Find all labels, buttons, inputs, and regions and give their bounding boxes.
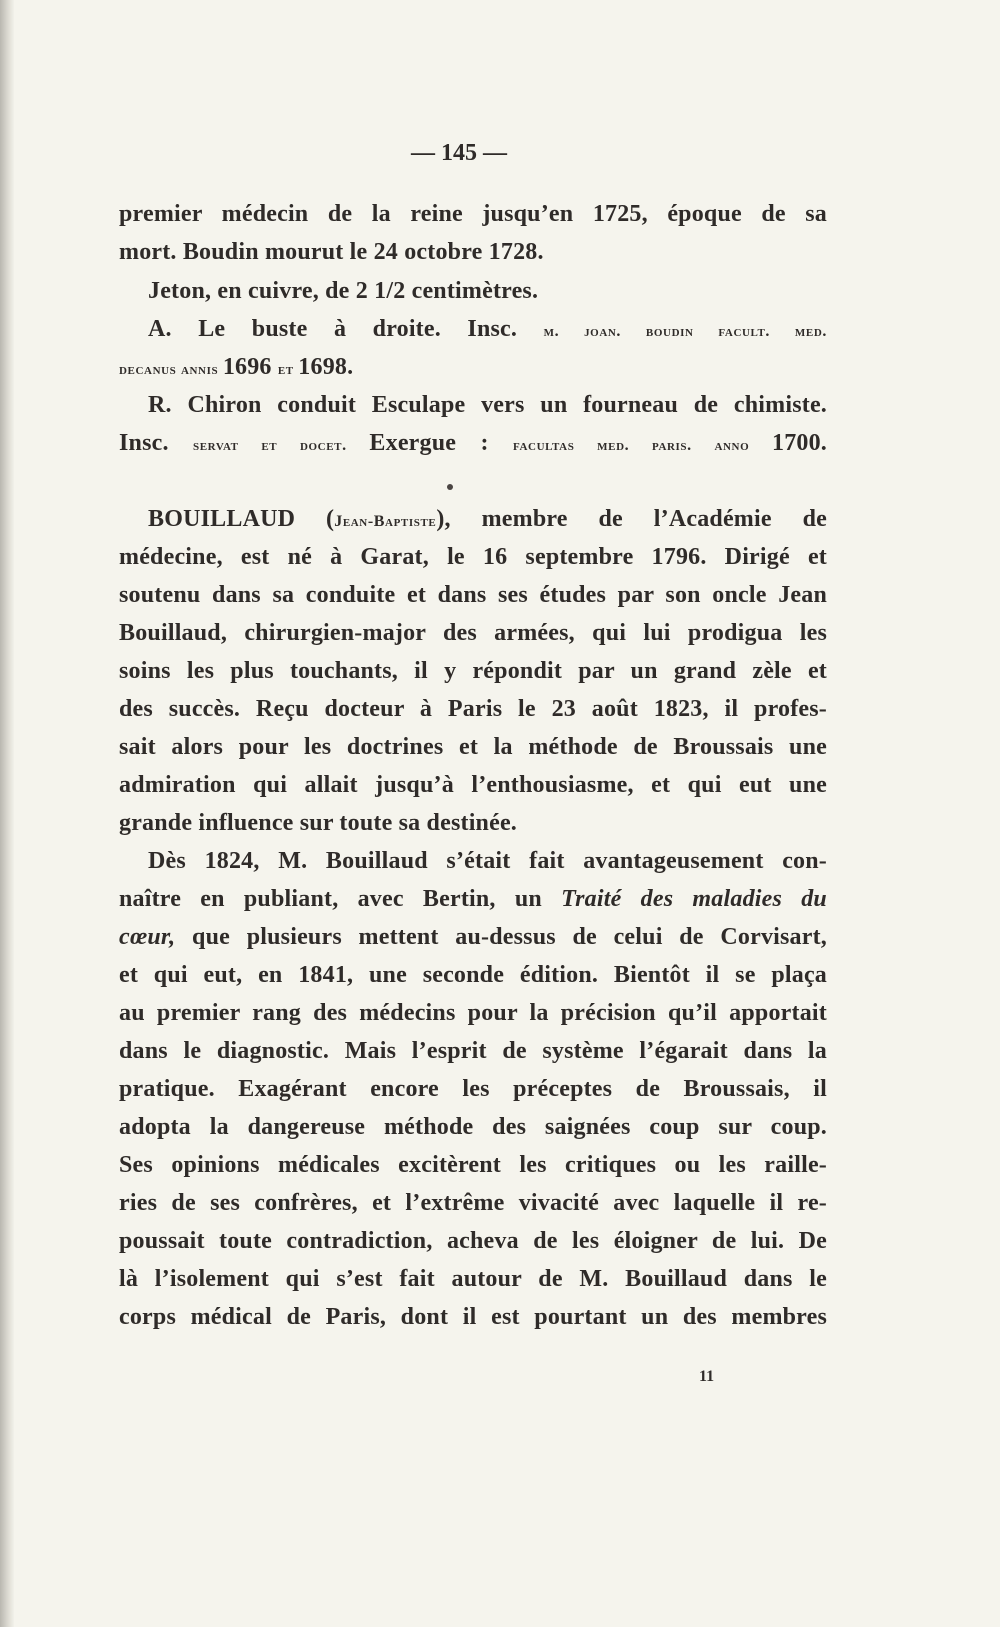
text-run: grande influence sur toute sa destinée. xyxy=(119,810,518,836)
text-line xyxy=(119,997,827,1029)
text-run: des succès. Reçu docteur à Paris le 23 août 1823, il profes- xyxy=(119,696,827,722)
text-line xyxy=(119,845,827,877)
text-run: soins les plus touchants, il y répondit par un grand zèle et xyxy=(119,658,827,684)
text-run: 1698. xyxy=(298,354,354,380)
text-line xyxy=(119,1225,827,1257)
text-run: poussait toute contradiction, acheva de les éloigner de lui. De xyxy=(119,1228,827,1254)
text-line xyxy=(119,427,827,459)
text-run: Dès 1824, M. Bouillaud s’était fait avantageusement con- xyxy=(148,848,827,874)
signature-mark: 11 xyxy=(699,1368,715,1385)
section-separator-dot xyxy=(447,484,453,490)
text-line xyxy=(119,1263,827,1295)
text-run: dans le diagnostic. Mais l’esprit de système l’égarait dans la xyxy=(119,1038,827,1064)
page-binding-edge xyxy=(0,0,14,1627)
text-line xyxy=(119,1111,827,1143)
text-run: Bouillaud, chirurgien-major des armées, qui lui prodigua les xyxy=(119,620,827,646)
text-line xyxy=(119,769,827,801)
text-line xyxy=(119,236,827,268)
page-number: — 145 — xyxy=(411,140,507,166)
text-run: ries de ses confrères, et l’extrême vivacité avec laquelle il re- xyxy=(119,1190,827,1216)
text-run: et qui eut, en 1841, une seconde édition. Bientôt il se plaça xyxy=(119,962,827,988)
text-run: soutenu dans sa conduite et dans ses études par son oncle Jean xyxy=(119,582,827,608)
text-run: médecine, est né à Garat, le 16 septembre 1796. Dirigé et xyxy=(119,544,827,570)
text-line xyxy=(119,198,827,230)
text-run: Ses opinions médicales excitèrent les critiques ou les raille- xyxy=(119,1152,827,1178)
text-run: corps médical de Paris, dont il est pourtant un des membres xyxy=(119,1304,827,1330)
text-line xyxy=(119,807,827,839)
text-line xyxy=(119,275,827,307)
text-run: et xyxy=(277,361,299,378)
text-run: premier médecin de la reine jusqu’en 1725, époque de sa xyxy=(119,201,827,227)
text-line xyxy=(119,959,827,991)
text-run: adopta la dangereuse méthode des saignées coup sur coup. xyxy=(119,1114,827,1140)
text-line xyxy=(119,655,827,687)
text-run: 1696 xyxy=(222,354,278,380)
text-run: facultas med. paris. anno xyxy=(512,437,772,454)
text-run: au premier rang des médecins pour la précision qu’il apportait xyxy=(119,1000,827,1026)
text-run: BOUILLAUD ( xyxy=(148,506,335,532)
text-line xyxy=(119,541,827,573)
text-line xyxy=(119,1149,827,1181)
text-run: que plusieurs mettent au-dessus de celui de Corvisart, xyxy=(175,924,827,950)
text-line xyxy=(119,693,827,725)
text-line xyxy=(119,503,827,535)
text-run: m. joan. boudin facult. med. xyxy=(543,323,827,340)
text-run: pratique. Exagérant encore les préceptes de Broussais, il xyxy=(119,1076,827,1102)
text-line xyxy=(119,1035,827,1067)
text-run: decanus annis xyxy=(119,361,223,378)
text-line xyxy=(119,617,827,649)
text-run: cœur, xyxy=(119,924,176,950)
text-line xyxy=(119,351,827,383)
text-run: naître en publiant, avec Bertin, un xyxy=(119,886,562,912)
text-line xyxy=(119,579,827,611)
text-run: R. Chiron conduit Esculape vers un fourneau de chimiste. xyxy=(148,392,827,418)
text-run: admiration qui allait jusqu’à l’enthousiasme, et qui eut une xyxy=(119,772,827,798)
text-run: Traité des maladies du xyxy=(561,886,827,912)
text-run: Exergue : xyxy=(369,430,513,456)
text-line xyxy=(119,1187,827,1219)
text-run: mort. Boudin mourut le 24 octobre 1728. xyxy=(119,239,544,265)
text-line xyxy=(119,389,827,421)
text-line xyxy=(119,731,827,763)
text-line xyxy=(119,313,827,345)
text-line xyxy=(119,1301,827,1333)
text-run: A. Le buste à droite. Insc. xyxy=(148,316,544,342)
text-run: servat et docet. xyxy=(193,437,370,454)
text-line xyxy=(119,921,827,953)
text-run: Jean-Baptiste xyxy=(334,513,437,530)
text-run: Jeton, en cuivre, de 2 1/2 centimètres. xyxy=(148,278,539,304)
text-run: Insc. xyxy=(119,430,194,456)
text-run: 1700. xyxy=(772,430,827,456)
text-run: sait alors pour les doctrines et la méthode de Broussais une xyxy=(119,734,827,760)
text-line xyxy=(119,1073,827,1105)
text-run: ), membre de l’Académie de xyxy=(436,506,827,532)
text-line xyxy=(119,883,827,915)
text-run: là l’isolement qui s’est fait autour de M. Bouillaud dans le xyxy=(119,1266,827,1292)
